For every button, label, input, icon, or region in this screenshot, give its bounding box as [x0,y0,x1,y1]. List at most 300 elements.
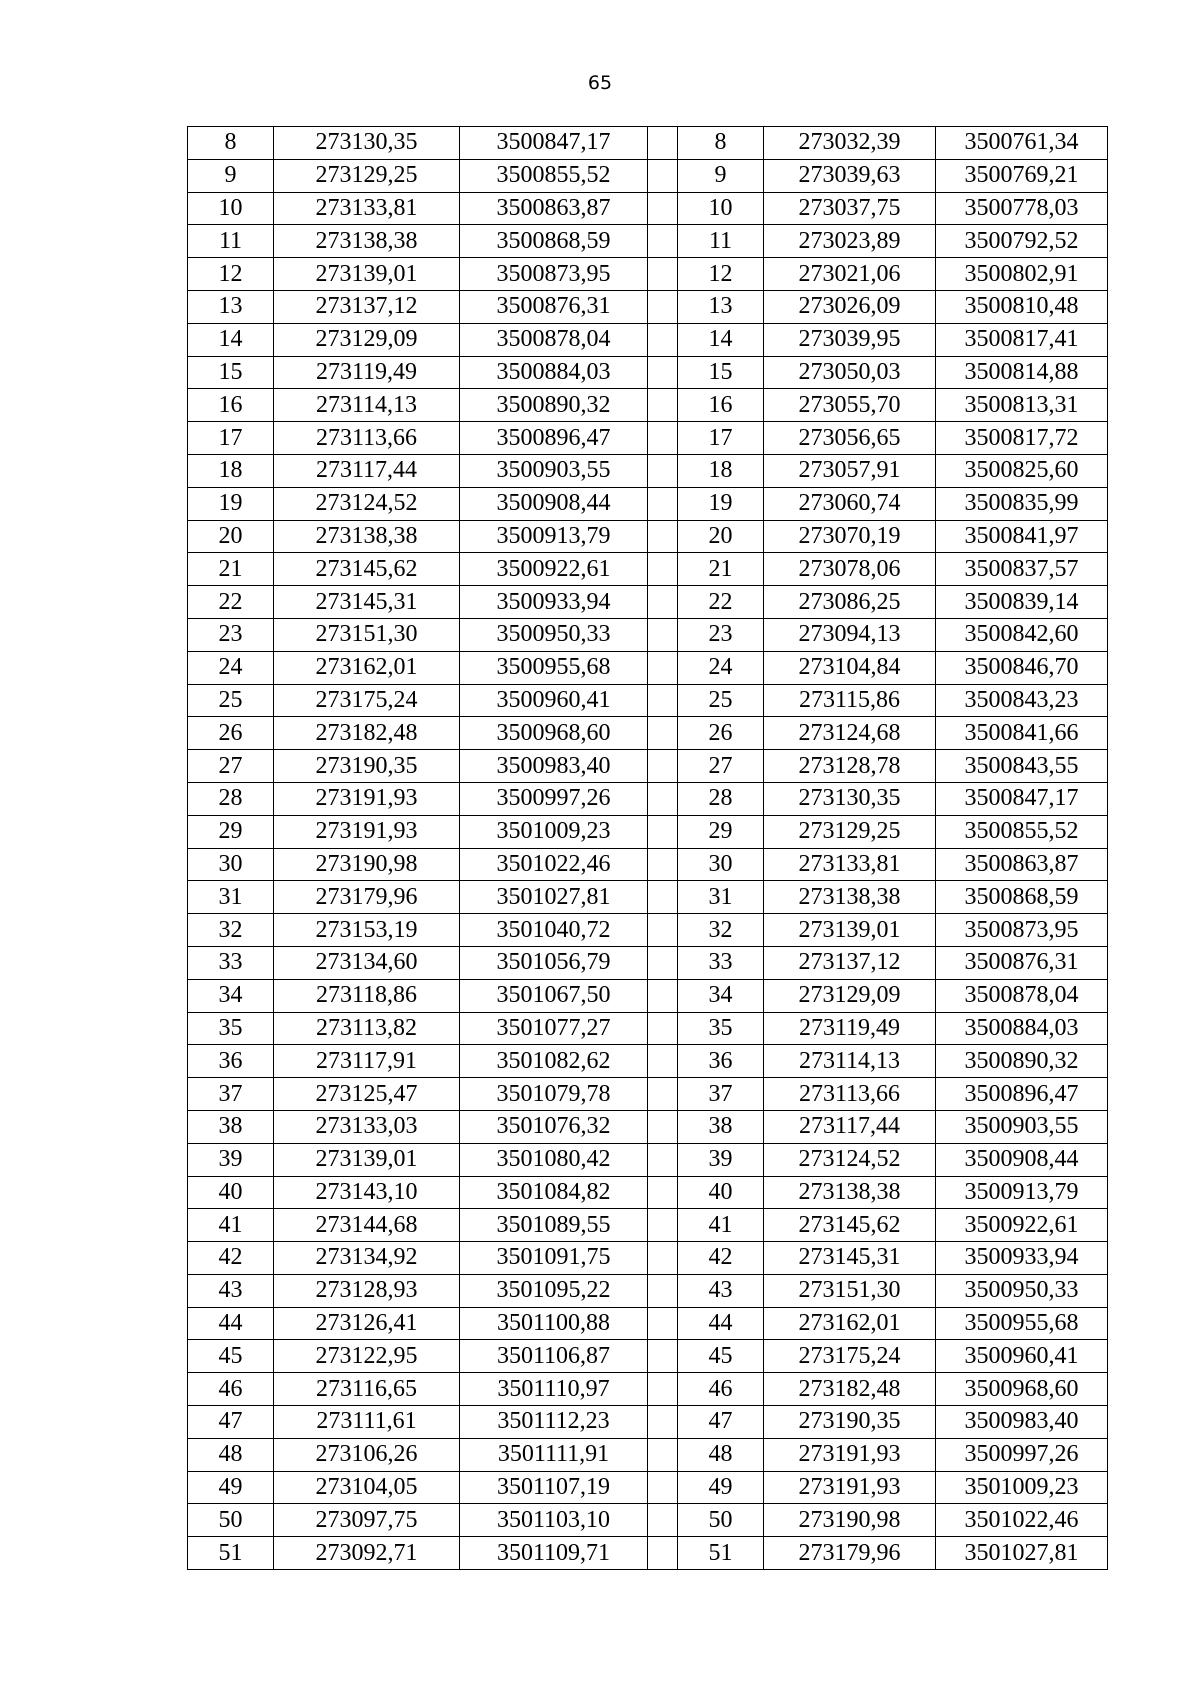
left-y-cell: 3500847,17 [460,127,648,160]
separator-cell [648,1045,678,1078]
right-x-cell: 273138,38 [764,881,936,914]
table-row [188,782,1108,815]
left-point-number-cell: 36 [188,1045,274,1078]
table-row [188,422,1108,455]
right-point-number-cell: 32 [678,914,764,947]
right-point-number-cell: 43 [678,1274,764,1307]
left-y-cell: 3500960,41 [460,684,648,717]
left-y-cell: 3500968,60 [460,717,648,750]
left-point-number-cell: 21 [188,553,274,586]
left-y-cell: 3500908,44 [460,487,648,520]
right-x-cell: 273124,68 [764,717,936,750]
separator-cell [648,1406,678,1439]
left-point-number-cell: 44 [188,1307,274,1340]
left-y-cell: 3500983,40 [460,750,648,783]
separator-cell [648,487,678,520]
right-y-cell: 3500846,70 [936,651,1108,684]
left-x-cell: 273179,96 [274,881,460,914]
separator-cell [648,914,678,947]
table-row [188,290,1108,323]
table-row [188,553,1108,586]
right-point-number-cell: 42 [678,1242,764,1275]
right-y-cell: 3500843,23 [936,684,1108,717]
right-x-cell: 273162,01 [764,1307,936,1340]
right-point-number-cell: 21 [678,553,764,586]
right-x-cell: 273037,75 [764,192,936,225]
left-x-cell: 273106,26 [274,1438,460,1471]
left-point-number-cell: 17 [188,422,274,455]
right-y-cell: 3500873,95 [936,914,1108,947]
right-x-cell: 273151,30 [764,1274,936,1307]
left-x-cell: 273190,98 [274,848,460,881]
right-y-cell: 3500913,79 [936,1176,1108,1209]
separator-cell [648,1373,678,1406]
left-y-cell: 3501110,97 [460,1373,648,1406]
right-point-number-cell: 13 [678,290,764,323]
left-y-cell: 3500884,03 [460,356,648,389]
left-x-cell: 273137,12 [274,290,460,323]
right-point-number-cell: 28 [678,782,764,815]
separator-cell [648,1537,678,1570]
left-point-number-cell: 28 [188,782,274,815]
right-y-cell: 3500769,21 [936,159,1108,192]
right-point-number-cell: 23 [678,618,764,651]
left-point-number-cell: 11 [188,225,274,258]
right-point-number-cell: 30 [678,848,764,881]
separator-cell [648,815,678,848]
left-x-cell: 273124,52 [274,487,460,520]
table-row [188,1307,1108,1340]
left-x-cell: 273104,05 [274,1471,460,1504]
table-row [188,258,1108,291]
right-y-cell: 3500810,48 [936,290,1108,323]
left-x-cell: 273191,93 [274,815,460,848]
left-y-cell: 3500950,33 [460,618,648,651]
table-row [188,586,1108,619]
left-point-number-cell: 50 [188,1504,274,1537]
right-point-number-cell: 39 [678,1143,764,1176]
separator-cell [648,881,678,914]
left-point-number-cell: 24 [188,651,274,684]
separator-cell [648,1307,678,1340]
right-x-cell: 273130,35 [764,782,936,815]
right-point-number-cell: 10 [678,192,764,225]
left-point-number-cell: 29 [188,815,274,848]
left-point-number-cell: 51 [188,1537,274,1570]
right-y-cell: 3500847,17 [936,782,1108,815]
right-point-number-cell: 40 [678,1176,764,1209]
right-point-number-cell: 49 [678,1471,764,1504]
left-point-number-cell: 33 [188,946,274,979]
right-point-number-cell: 41 [678,1209,764,1242]
left-y-cell: 3501095,22 [460,1274,648,1307]
right-point-number-cell: 48 [678,1438,764,1471]
left-x-cell: 273145,62 [274,553,460,586]
right-point-number-cell: 18 [678,454,764,487]
separator-cell [648,1143,678,1176]
separator-cell [648,618,678,651]
separator-cell [648,1471,678,1504]
left-y-cell: 3501082,62 [460,1045,648,1078]
right-x-cell: 273191,93 [764,1471,936,1504]
table-row [188,1274,1108,1307]
left-point-number-cell: 31 [188,881,274,914]
left-point-number-cell: 12 [188,258,274,291]
right-point-number-cell: 17 [678,422,764,455]
right-point-number-cell: 50 [678,1504,764,1537]
right-y-cell: 3500933,94 [936,1242,1108,1275]
right-x-cell: 273117,44 [764,1110,936,1143]
right-point-number-cell: 46 [678,1373,764,1406]
right-x-cell: 273190,35 [764,1406,936,1439]
table-row [188,1504,1108,1537]
left-point-number-cell: 35 [188,1012,274,1045]
table-row [188,1340,1108,1373]
left-y-cell: 3501100,88 [460,1307,648,1340]
right-y-cell: 3500802,91 [936,258,1108,291]
left-point-number-cell: 42 [188,1242,274,1275]
table-row [188,1438,1108,1471]
right-y-cell: 3500843,55 [936,750,1108,783]
separator-cell [648,422,678,455]
right-point-number-cell: 37 [678,1078,764,1111]
separator-cell [648,1209,678,1242]
table-row [188,323,1108,356]
right-x-cell: 273182,48 [764,1373,936,1406]
separator-cell [648,258,678,291]
separator-cell [648,586,678,619]
left-point-number-cell: 39 [188,1143,274,1176]
left-point-number-cell: 26 [188,717,274,750]
separator-cell [648,946,678,979]
right-x-cell: 273139,01 [764,914,936,947]
left-x-cell: 273138,38 [274,225,460,258]
right-point-number-cell: 26 [678,717,764,750]
left-x-cell: 273117,44 [274,454,460,487]
left-y-cell: 3500997,26 [460,782,648,815]
left-x-cell: 273133,03 [274,1110,460,1143]
table-row [188,356,1108,389]
right-y-cell: 3500903,55 [936,1110,1108,1143]
table-row [188,1242,1108,1275]
right-y-cell: 3500896,47 [936,1078,1108,1111]
right-y-cell: 3500950,33 [936,1274,1108,1307]
right-point-number-cell: 19 [678,487,764,520]
right-y-cell: 3500835,99 [936,487,1108,520]
right-y-cell: 3500855,52 [936,815,1108,848]
right-point-number-cell: 15 [678,356,764,389]
separator-cell [648,127,678,160]
separator-cell [648,159,678,192]
left-y-cell: 3501109,71 [460,1537,648,1570]
separator-cell [648,192,678,225]
table-row [188,1078,1108,1111]
left-point-number-cell: 15 [188,356,274,389]
table-row [188,1143,1108,1176]
right-point-number-cell: 22 [678,586,764,619]
left-x-cell: 273143,10 [274,1176,460,1209]
right-y-cell: 3500868,59 [936,881,1108,914]
left-x-cell: 273153,19 [274,914,460,947]
left-y-cell: 3500890,32 [460,389,648,422]
left-x-cell: 273190,35 [274,750,460,783]
separator-cell [648,454,678,487]
left-x-cell: 273175,24 [274,684,460,717]
left-y-cell: 3500868,59 [460,225,648,258]
left-x-cell: 273129,25 [274,159,460,192]
table-row [188,454,1108,487]
right-x-cell: 273175,24 [764,1340,936,1373]
separator-cell [648,290,678,323]
separator-cell [648,1504,678,1537]
left-x-cell: 273182,48 [274,717,460,750]
right-x-cell: 273145,31 [764,1242,936,1275]
right-y-cell: 3501009,23 [936,1471,1108,1504]
right-point-number-cell: 44 [678,1307,764,1340]
left-x-cell: 273139,01 [274,1143,460,1176]
right-y-cell: 3500813,31 [936,389,1108,422]
right-x-cell: 273190,98 [764,1504,936,1537]
left-point-number-cell: 16 [188,389,274,422]
left-y-cell: 3500933,94 [460,586,648,619]
left-x-cell: 273151,30 [274,618,460,651]
left-y-cell: 3501077,27 [460,1012,648,1045]
right-point-number-cell: 45 [678,1340,764,1373]
left-point-number-cell: 20 [188,520,274,553]
left-point-number-cell: 46 [188,1373,274,1406]
right-x-cell: 273070,19 [764,520,936,553]
left-point-number-cell: 48 [188,1438,274,1471]
right-y-cell: 3500841,97 [936,520,1108,553]
left-x-cell: 273118,86 [274,979,460,1012]
left-x-cell: 273092,71 [274,1537,460,1570]
left-point-number-cell: 18 [188,454,274,487]
right-point-number-cell: 38 [678,1110,764,1143]
right-x-cell: 273119,49 [764,1012,936,1045]
left-x-cell: 273126,41 [274,1307,460,1340]
separator-cell [648,979,678,1012]
right-y-cell: 3501027,81 [936,1537,1108,1570]
right-x-cell: 273137,12 [764,946,936,979]
separator-cell [648,1012,678,1045]
right-point-number-cell: 33 [678,946,764,979]
table-row [188,750,1108,783]
separator-cell [648,1274,678,1307]
table-row [188,1471,1108,1504]
right-point-number-cell: 47 [678,1406,764,1439]
table-row [188,1406,1108,1439]
right-point-number-cell: 51 [678,1537,764,1570]
right-point-number-cell: 25 [678,684,764,717]
left-point-number-cell: 30 [188,848,274,881]
separator-cell [648,1110,678,1143]
separator-cell [648,1242,678,1275]
left-point-number-cell: 13 [188,290,274,323]
right-x-cell: 273050,03 [764,356,936,389]
left-y-cell: 3501009,23 [460,815,648,848]
right-x-cell: 273086,25 [764,586,936,619]
table-row [188,1045,1108,1078]
table-row [188,1373,1108,1406]
right-point-number-cell: 16 [678,389,764,422]
separator-cell [648,717,678,750]
table-row [188,192,1108,225]
right-point-number-cell: 29 [678,815,764,848]
left-point-number-cell: 14 [188,323,274,356]
table-row [188,487,1108,520]
right-x-cell: 273055,70 [764,389,936,422]
separator-cell [648,1176,678,1209]
table-row [188,618,1108,651]
left-x-cell: 273119,49 [274,356,460,389]
right-point-number-cell: 27 [678,750,764,783]
table-row [188,979,1108,1012]
table-row [188,684,1108,717]
left-point-number-cell: 8 [188,127,274,160]
left-x-cell: 273138,38 [274,520,460,553]
right-x-cell: 273039,95 [764,323,936,356]
table-row [188,717,1108,750]
left-y-cell: 3501027,81 [460,881,648,914]
left-y-cell: 3501080,42 [460,1143,648,1176]
left-y-cell: 3500955,68 [460,651,648,684]
left-y-cell: 3500878,04 [460,323,648,356]
left-point-number-cell: 38 [188,1110,274,1143]
left-y-cell: 3501106,87 [460,1340,648,1373]
left-y-cell: 3501040,72 [460,914,648,947]
table-row [188,1537,1108,1570]
right-point-number-cell: 34 [678,979,764,1012]
right-y-cell: 3500884,03 [936,1012,1108,1045]
right-x-cell: 273057,91 [764,454,936,487]
left-x-cell: 273128,93 [274,1274,460,1307]
left-x-cell: 273114,13 [274,389,460,422]
right-point-number-cell: 9 [678,159,764,192]
left-y-cell: 3500855,52 [460,159,648,192]
table-row [188,815,1108,848]
left-x-cell: 273113,66 [274,422,460,455]
left-x-cell: 273129,09 [274,323,460,356]
left-point-number-cell: 40 [188,1176,274,1209]
separator-cell [648,553,678,586]
table-row [188,389,1108,422]
right-y-cell: 3500968,60 [936,1373,1108,1406]
left-y-cell: 3500896,47 [460,422,648,455]
left-y-cell: 3501112,23 [460,1406,648,1439]
right-point-number-cell: 31 [678,881,764,914]
separator-cell [648,356,678,389]
left-x-cell: 273122,95 [274,1340,460,1373]
table-row [188,914,1108,947]
left-x-cell: 273116,65 [274,1373,460,1406]
right-y-cell: 3501022,46 [936,1504,1108,1537]
right-x-cell: 273129,09 [764,979,936,1012]
page-number: 65 [587,72,613,94]
left-y-cell: 3501056,79 [460,946,648,979]
left-x-cell: 273113,82 [274,1012,460,1045]
right-y-cell: 3500825,60 [936,454,1108,487]
left-point-number-cell: 41 [188,1209,274,1242]
right-y-cell: 3500841,66 [936,717,1108,750]
left-point-number-cell: 37 [188,1078,274,1111]
coordinates-table [187,126,1108,1570]
right-x-cell: 273179,96 [764,1537,936,1570]
right-y-cell: 3500955,68 [936,1307,1108,1340]
left-y-cell: 3500876,31 [460,290,648,323]
right-x-cell: 273124,52 [764,1143,936,1176]
separator-cell [648,323,678,356]
left-point-number-cell: 32 [188,914,274,947]
right-y-cell: 3500839,14 [936,586,1108,619]
left-x-cell: 273097,75 [274,1504,460,1537]
right-x-cell: 273039,63 [764,159,936,192]
left-x-cell: 273191,93 [274,782,460,815]
left-point-number-cell: 22 [188,586,274,619]
left-x-cell: 273134,92 [274,1242,460,1275]
separator-cell [648,1078,678,1111]
left-point-number-cell: 27 [188,750,274,783]
table-row [188,1012,1108,1045]
right-x-cell: 273114,13 [764,1045,936,1078]
right-x-cell: 273056,65 [764,422,936,455]
right-y-cell: 3500842,60 [936,618,1108,651]
left-point-number-cell: 45 [188,1340,274,1373]
right-y-cell: 3500960,41 [936,1340,1108,1373]
right-x-cell: 273191,93 [764,1438,936,1471]
separator-cell [648,225,678,258]
table-row [188,848,1108,881]
right-x-cell: 273023,89 [764,225,936,258]
left-y-cell: 3501089,55 [460,1209,648,1242]
right-point-number-cell: 24 [678,651,764,684]
coordinates-table-body [188,127,1108,1570]
right-x-cell: 273145,62 [764,1209,936,1242]
right-point-number-cell: 11 [678,225,764,258]
left-y-cell: 3500863,87 [460,192,648,225]
right-x-cell: 273026,09 [764,290,936,323]
right-point-number-cell: 14 [678,323,764,356]
table-row [188,127,1108,160]
left-x-cell: 273133,81 [274,192,460,225]
left-point-number-cell: 43 [188,1274,274,1307]
right-point-number-cell: 35 [678,1012,764,1045]
left-point-number-cell: 25 [188,684,274,717]
left-y-cell: 3501079,78 [460,1078,648,1111]
left-x-cell: 273145,31 [274,586,460,619]
right-x-cell: 273104,84 [764,651,936,684]
right-x-cell: 273129,25 [764,815,936,848]
right-x-cell: 273128,78 [764,750,936,783]
left-point-number-cell: 9 [188,159,274,192]
left-y-cell: 3501091,75 [460,1242,648,1275]
right-y-cell: 3500922,61 [936,1209,1108,1242]
right-y-cell: 3500817,72 [936,422,1108,455]
right-y-cell: 3500890,32 [936,1045,1108,1078]
left-point-number-cell: 47 [188,1406,274,1439]
right-y-cell: 3500908,44 [936,1143,1108,1176]
left-x-cell: 273111,61 [274,1406,460,1439]
separator-cell [648,1438,678,1471]
separator-cell [648,848,678,881]
left-y-cell: 3501107,19 [460,1471,648,1504]
right-x-cell: 273021,06 [764,258,936,291]
right-y-cell: 3500814,88 [936,356,1108,389]
table-row [188,881,1108,914]
right-x-cell: 273138,38 [764,1176,936,1209]
left-x-cell: 273125,47 [274,1078,460,1111]
separator-cell [648,684,678,717]
left-y-cell: 3500913,79 [460,520,648,553]
